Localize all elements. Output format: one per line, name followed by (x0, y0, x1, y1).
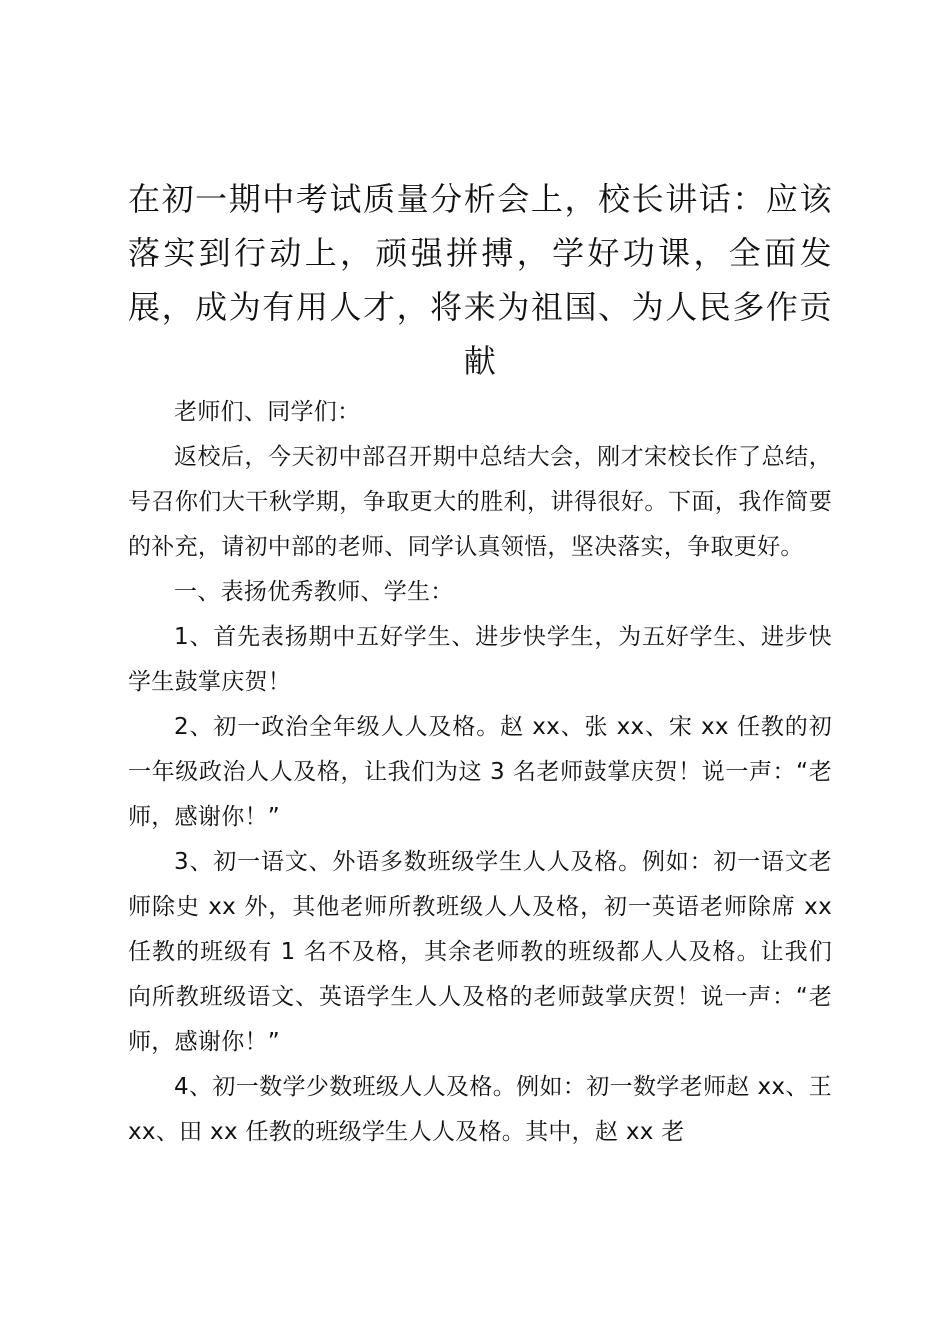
paragraph: 2、初一政治全年级人人及格。赵 xx、张 xx、宋 xx 任教的初一年级政治人人及格，让我们为这 3 名老师鼓掌庆贺！说一声：“老师，感谢你！” (128, 714, 832, 830)
paragraph: 4、初一数学少数班级人人及格。例如：初一数学老师赵 xx、王 xx、田 xx 任教的班级学生人人及格。其中，赵 xx 老 (128, 1074, 832, 1145)
document-page (128, 172, 832, 1155)
document-title: 在初一期中考试质量分析会上，校长讲话：应该落实到行动上，顽强拼搏，学好功课，全面发展，成为有用人才，将来为祖国、为人民多作贡献 (128, 180, 832, 380)
paragraph: 1、首先表扬期中五好学生、进步快学生，为五好学生、进步快学生鼓掌庆贺！ (128, 624, 832, 695)
paragraph: 3、初一语文、外语多数班级学生人人及格。例如：初一语文老师除史 xx 外，其他老师所教班级人人及格，初一英语老师除席 xx 任教的班级有 1 名不及格，其余老师教的班级都人人及格。让我们向所教班级语文、英语学生人人及格的老师鼓掌庆贺！说一声：“老师，感谢你！” (128, 849, 832, 1055)
salutation: 老师们、同学们： (174, 399, 361, 425)
section-heading: 一、表扬优秀教师、学生： (174, 579, 454, 605)
paragraph: 返校后，今天初中部召开期中总结大会，刚才宋校长作了总结，号召你们大干秋学期，争取更大的胜利，讲得很好。下面，我作简要的补充，请初中部的老师、同学认真领悟，坚决落实，争取更好。 (128, 444, 832, 560)
document-body (128, 390, 832, 1155)
